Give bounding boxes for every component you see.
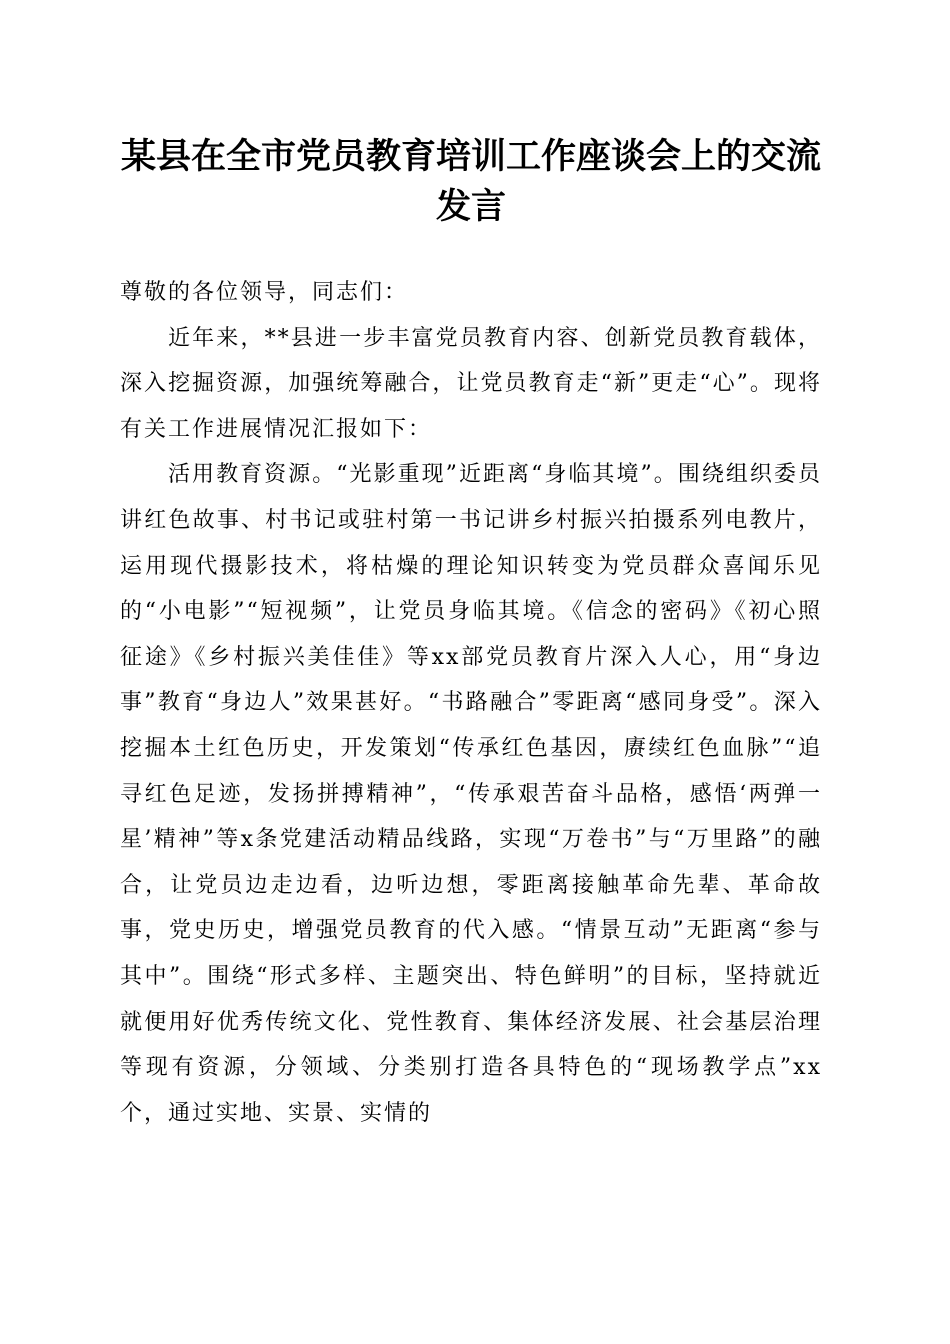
document-title: 某县在全市党员教育培训工作座谈会上的交流发言 (120, 136, 821, 227)
document-page (120, 132, 822, 1136)
paragraph-education-resources: 活用教育资源。“光影重现”近距离“身临其境”。围绕组织委员讲红色故事、村书记或驻村第一书记讲乡村振兴拍摄系列电教片，运用现代摄影技术，将枯燥的理论知识转变为党员群众喜闻乐见的“小电影”“短视频”，让党员身临其境。《信念的密码》《初心照征途》《乡村振兴美佳佳》等xx部党员教育片深入人心，用“身边事”教育“身边人”效果甚好。“书路融合”零距离“感同身受”。深入挖掘本土红色历史，开发策划“传承红色基因，赓续红色血脉”“追寻红色足迹，发扬拼搏精神”，“传承艰苦奋斗品格，感悟‘两弹一星’精神”等x条党建活动精品线路，实现“万卷书”与“万里路”的融合，让党员边走边看，边听边想，零距离接触革命先辈、革命故事，党史历史，增强党员教育的代入感。“情景互动”无距离“参与其中”。围绕“形式多样、主题突出、特色鲜明”的目标，坚持就近就便用好优秀传统文化、党性教育、集体经济发展、社会基层治理等现有资源，分领域、分类别打造各具特色的“现场教学点”xx个，通过实地、实景、实情的 (120, 462, 822, 1126)
salutation: 尊敬的各位领导，同志们： (120, 280, 409, 305)
paragraph-intro: 近年来，**县进一步丰富党员教育内容、创新党员教育载体，深入挖掘资源，加强统筹融合，让党员教育走“新”更走“心”。现将有关工作进展情况汇报如下： (120, 325, 822, 442)
